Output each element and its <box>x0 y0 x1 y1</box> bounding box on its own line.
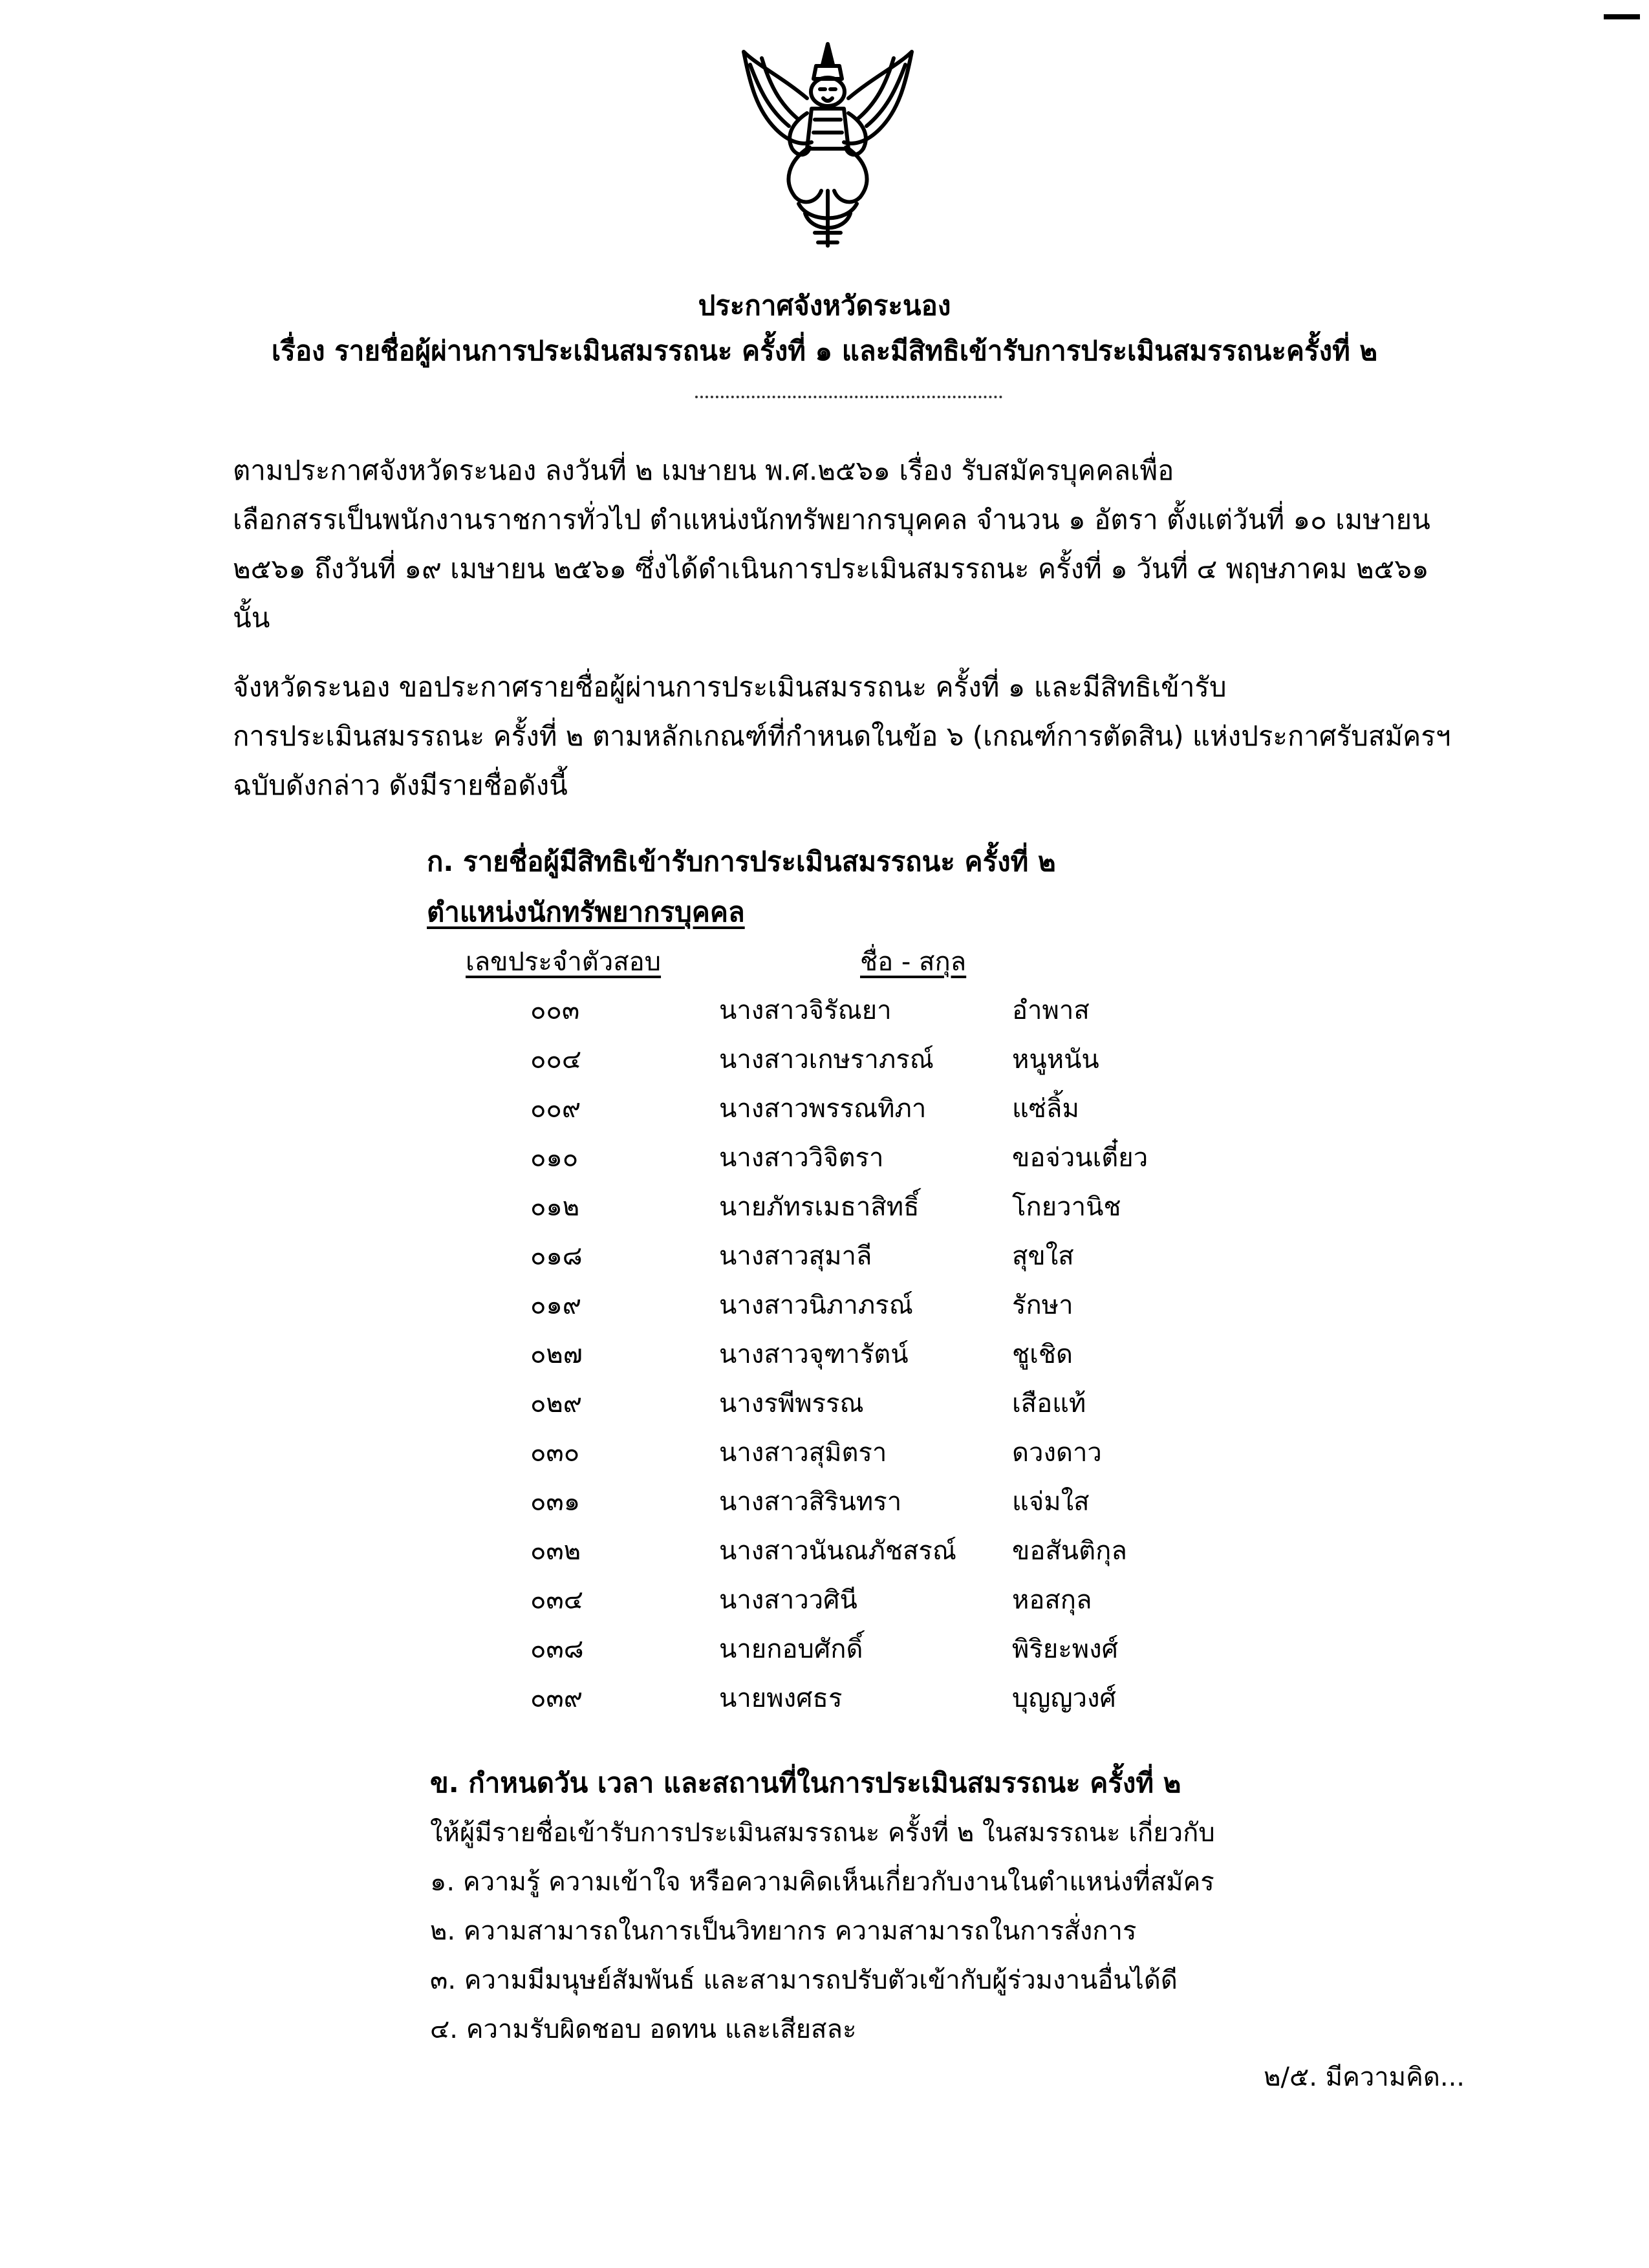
candidate-row <box>0 1284 1649 1333</box>
corner-mark <box>1604 14 1640 19</box>
candidate-first-name: นางรพีพรรณ <box>719 1389 864 1418</box>
section-b-heading: ข. กำหนดวัน เวลา และสถานที่ในการประเมินสมรรถนะ ครั้งที่ ๒ <box>430 1767 1181 1799</box>
candidate-first-name: นางสาวสิรินทรา <box>719 1487 902 1517</box>
candidate-first-name: นางสาวสุมิตรา <box>719 1438 887 1468</box>
candidate-first-name: นางสาวจิรัณยา <box>719 996 892 1025</box>
candidate-first-name: นางสาวเกษราภรณ์ <box>719 1045 934 1075</box>
candidate-last-name: ดวงดาว <box>1012 1438 1102 1468</box>
candidate-id: ๐๓๘ <box>530 1634 584 1664</box>
candidate-last-name: ขอจ่วนเตี๋ยว <box>1012 1143 1148 1173</box>
candidate-id: ๐๓๙ <box>530 1684 583 1713</box>
title-separator <box>695 396 1002 398</box>
candidate-id: ๐๓๒ <box>530 1536 581 1566</box>
section-b-intro: ให้ผู้มีรายชื่อเข้ารับการประเมินสมรรถนะ ครั้งที่ ๒ ในสมรรถนะ เกี่ยวกับ <box>430 1818 1215 1848</box>
candidate-row <box>0 1481 1649 1530</box>
paragraph-1-line-1: ตามประกาศจังหวัดระนอง ลงวันที่ ๒ เมษายน พ.ศ.๒๕๖๑ เรื่อง รับสมัครบุคคลเพื่อ <box>233 455 1174 486</box>
candidate-id: ๐๐๓ <box>530 996 580 1025</box>
candidate-row <box>0 1628 1649 1677</box>
candidate-last-name: บุญญวงศ์ <box>1012 1684 1116 1713</box>
candidate-id: ๐๑๙ <box>530 1290 582 1320</box>
candidate-first-name: นางสาวจุฑารัตน์ <box>719 1340 909 1369</box>
candidate-row <box>0 1087 1649 1137</box>
paragraph-1-line-3: ๒๕๖๑ ถึงวันที่ ๑๙ เมษายน ๒๕๖๑ ซึ่งได้ดำเนินการประเมินสมรรถนะ ครั้งที่ ๑ วันที่ ๔ พฤษภาคม ๒๕๖๑ <box>233 553 1429 584</box>
garuda-emblem-icon <box>731 39 925 252</box>
paragraph-2-line-2: การประเมินสมรรถนะ ครั้งที่ ๒ ตามหลักเกณฑ์ที่กำหนดในข้อ ๖ (เกณฑ์การตัดสิน) แห่งประกาศรับสมัครฯ <box>233 720 1451 752</box>
candidate-row <box>0 1186 1649 1235</box>
candidate-id: ๐๒๗ <box>530 1340 583 1369</box>
candidate-id: ๐๓๐ <box>530 1438 580 1468</box>
candidate-first-name: นายกอบศักดิ์ <box>719 1634 863 1664</box>
candidate-first-name: นายภัทรเมธาสิทธิ์ <box>719 1192 920 1222</box>
candidate-last-name: พิริยะพงศ์ <box>1012 1634 1119 1664</box>
candidate-first-name: นางสาวสุมาลี <box>719 1241 872 1271</box>
candidate-id: ๐๐๙ <box>530 1094 581 1124</box>
candidate-last-name: แซ่ลิ้ม <box>1012 1094 1079 1124</box>
candidate-first-name: นางสาวนิภาภรณ์ <box>719 1290 913 1320</box>
candidate-id: ๐๐๔ <box>530 1045 582 1075</box>
candidate-id: ๐๓๑ <box>530 1487 581 1517</box>
candidate-last-name: สุขใส <box>1012 1241 1074 1271</box>
candidate-last-name: หนูหนัน <box>1012 1045 1099 1075</box>
candidate-id: ๐๑๘ <box>530 1241 583 1271</box>
candidate-id: ๐๑๐ <box>530 1143 579 1173</box>
column-header-name: ชื่อ - สกุล <box>860 947 967 977</box>
paragraph-2-line-1: จังหวัดระนอง ขอประกาศรายชื่อผู้ผ่านการประเมินสมรรถนะ ครั้งที่ ๑ และมีสิทธิเข้ารับ <box>233 671 1227 703</box>
candidate-row <box>0 1579 1649 1628</box>
candidate-last-name: หอสกุล <box>1012 1585 1092 1615</box>
candidate-last-name: ขอสันติกุล <box>1012 1536 1127 1566</box>
candidate-row <box>0 1137 1649 1186</box>
column-header-exam-id: เลขประจำตัวสอบ <box>466 947 662 977</box>
candidate-row <box>0 1382 1649 1431</box>
candidate-last-name: อำพาส <box>1012 996 1090 1025</box>
candidate-row <box>0 989 1649 1038</box>
competency-item: ๓. ความมีมนุษย์สัมพันธ์ และสามารถปรับตัวเข้ากับผู้ร่วมงานอื่นได้ดี <box>430 1965 1178 1995</box>
candidate-first-name: นางสาววศินี <box>719 1585 857 1615</box>
candidate-last-name: โกยวานิช <box>1012 1192 1121 1222</box>
candidate-last-name: รักษา <box>1012 1290 1073 1320</box>
announcement-title: ประกาศจังหวัดระนอง <box>698 290 951 321</box>
candidate-last-name: แจ่มใส <box>1012 1487 1090 1517</box>
paragraph-1-line-4: นั้น <box>233 602 270 634</box>
candidate-id: ๐๒๙ <box>530 1389 583 1418</box>
candidate-first-name: นางสาวนันณภัชสรณ์ <box>719 1536 956 1566</box>
candidate-last-name: เสือแท้ <box>1012 1389 1086 1418</box>
candidate-row <box>0 1431 1649 1481</box>
candidate-row <box>0 1677 1649 1726</box>
candidate-row <box>0 1333 1649 1382</box>
paragraph-1-line-2: เลือกสรรเป็นพนักงานราชการทั่วไป ตำแหน่งนักทรัพยากรบุคคล จำนวน ๑ อัตรา ตั้งแต่วันที่ ๑๐ เมษายน <box>233 504 1430 535</box>
candidate-last-name: ชูเชิด <box>1012 1340 1073 1369</box>
position-heading: ตำแหน่งนักทรัพยากรบุคคล <box>427 896 745 928</box>
candidate-id: ๐๑๒ <box>530 1192 580 1222</box>
section-a-heading: ก. รายชื่อผู้มีสิทธิเข้ารับการประเมินสมรรถนะ ครั้งที่ ๒ <box>427 846 1056 877</box>
page-continuation: ๒/๕. มีความคิด... <box>1264 2062 1465 2092</box>
candidate-first-name: นางสาวพรรณทิภา <box>719 1094 927 1124</box>
paragraph-2-line-3: ฉบับดังกล่าว ดังมีรายชื่อดังนี้ <box>233 769 568 801</box>
competency-item: ๒. ความสามารถในการเป็นวิทยากร ความสามารถในการสั่งการ <box>430 1916 1137 1946</box>
candidate-row <box>0 1530 1649 1579</box>
candidate-row <box>0 1038 1649 1087</box>
candidate-first-name: นายพงศธร <box>719 1684 843 1713</box>
candidate-row <box>0 1235 1649 1284</box>
candidate-first-name: นางสาววิจิตรา <box>719 1143 884 1173</box>
candidate-id: ๐๓๔ <box>530 1585 584 1615</box>
competency-item: ๔. ความรับผิดชอบ อดทน และเสียสละ <box>430 2015 857 2044</box>
announcement-subject: เรื่อง รายชื่อผู้ผ่านการประเมินสมรรถนะ ครั้งที่ ๑ และมีสิทธิเข้ารับการประเมินสมรรถนะครั้งที่ ๒ <box>271 335 1378 367</box>
competency-item: ๑. ความรู้ ความเข้าใจ หรือความคิดเห็นเกี่ยวกับงานในตำแหน่งที่สมัคร <box>430 1867 1214 1897</box>
